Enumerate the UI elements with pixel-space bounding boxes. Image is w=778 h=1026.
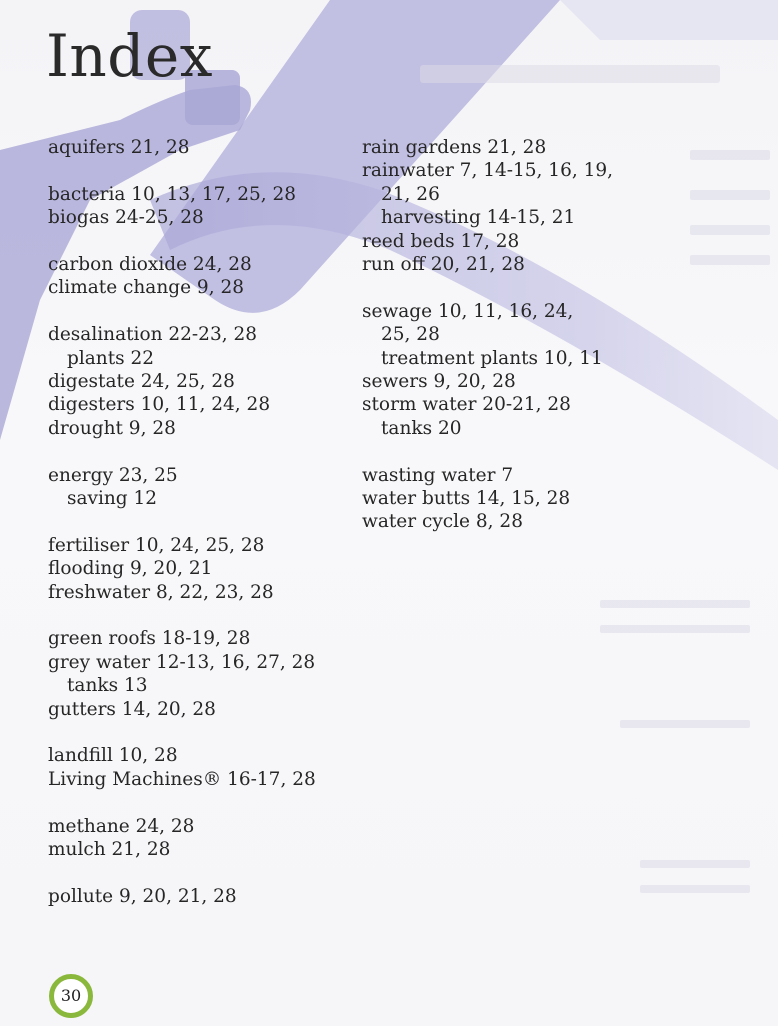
index-entry: storm water 20-21, 28 [362, 394, 571, 416]
index-subentry: 25, 28 [381, 324, 440, 346]
index-subentry: treatment plants 10, 11 [381, 347, 603, 369]
index-entry: water cycle 8, 28 [362, 511, 523, 533]
index-entry: sewers 9, 20, 28 [362, 371, 516, 393]
index-group [48, 136, 348, 159]
index-entry: mulch 21, 28 [48, 839, 171, 861]
index-entry: reed beds 17, 28 [362, 230, 520, 252]
index-entry: energy 23, 25 [48, 464, 178, 486]
index-entry: climate change 9, 28 [48, 277, 244, 299]
index-subentry: tanks 20 [381, 417, 462, 439]
index-entry: freshwater 8, 22, 23, 28 [48, 581, 274, 603]
index-entry: Living Machines® 16-17, 28 [48, 768, 316, 790]
index-group [48, 323, 348, 440]
index-entry: grey water 12-13, 16, 27, 28 [48, 651, 316, 673]
index-entry: water butts 14, 15, 28 [362, 488, 571, 510]
index-group [362, 464, 662, 534]
index-entry: sewage 10, 11, 16, 24, [362, 300, 574, 322]
index-subentry: saving 12 [67, 488, 158, 510]
index-entry: desalination 22-23, 28 [48, 324, 258, 346]
index-entry: pollute 9, 20, 21, 28 [48, 885, 237, 907]
index-group [48, 183, 348, 230]
page-title: Index [46, 22, 213, 90]
index-entry: aquifers 21, 28 [48, 137, 190, 158]
index-group [48, 464, 348, 511]
index-group [48, 253, 348, 300]
index-subentry: tanks 13 [67, 675, 148, 697]
index-entry: fertiliser 10, 24, 25, 28 [48, 534, 265, 556]
index-group [48, 885, 348, 908]
index-entry: digesters 10, 11, 24, 28 [48, 394, 271, 416]
index-subentry: 21, 26 [381, 183, 440, 205]
index-entry: rainwater 7, 14-15, 16, 19, [362, 160, 614, 182]
index-entry: landfill 10, 28 [48, 745, 178, 767]
index-entry: green roofs 18-19, 28 [48, 628, 251, 650]
index-group [48, 627, 348, 721]
index-group [362, 136, 662, 276]
index-column-right [362, 136, 662, 557]
index-column-left [48, 136, 348, 932]
index-group [48, 534, 348, 604]
index-entry: bacteria 10, 13, 17, 25, 28 [48, 183, 297, 205]
index-group [48, 744, 348, 791]
index-entry: drought 9, 28 [48, 417, 176, 439]
index-entry: flooding 9, 20, 21 [48, 558, 213, 580]
index-entry: rain gardens 21, 28 [362, 137, 547, 158]
index-group [362, 300, 662, 440]
page-number-badge: 30 [49, 974, 93, 1018]
index-subentry: harvesting 14-15, 21 [381, 207, 576, 229]
index-entry: digestate 24, 25, 28 [48, 371, 235, 393]
index-entry: gutters 14, 20, 28 [48, 698, 216, 720]
index-entry: methane 24, 28 [48, 815, 195, 837]
index-entry: carbon dioxide 24, 28 [48, 254, 252, 275]
index-entry: run off 20, 21, 28 [362, 254, 525, 276]
index-subentry: plants 22 [67, 347, 155, 369]
index-entry: biogas 24-25, 28 [48, 207, 204, 229]
index-group [48, 815, 348, 862]
index-entry: wasting water 7 [362, 464, 514, 486]
